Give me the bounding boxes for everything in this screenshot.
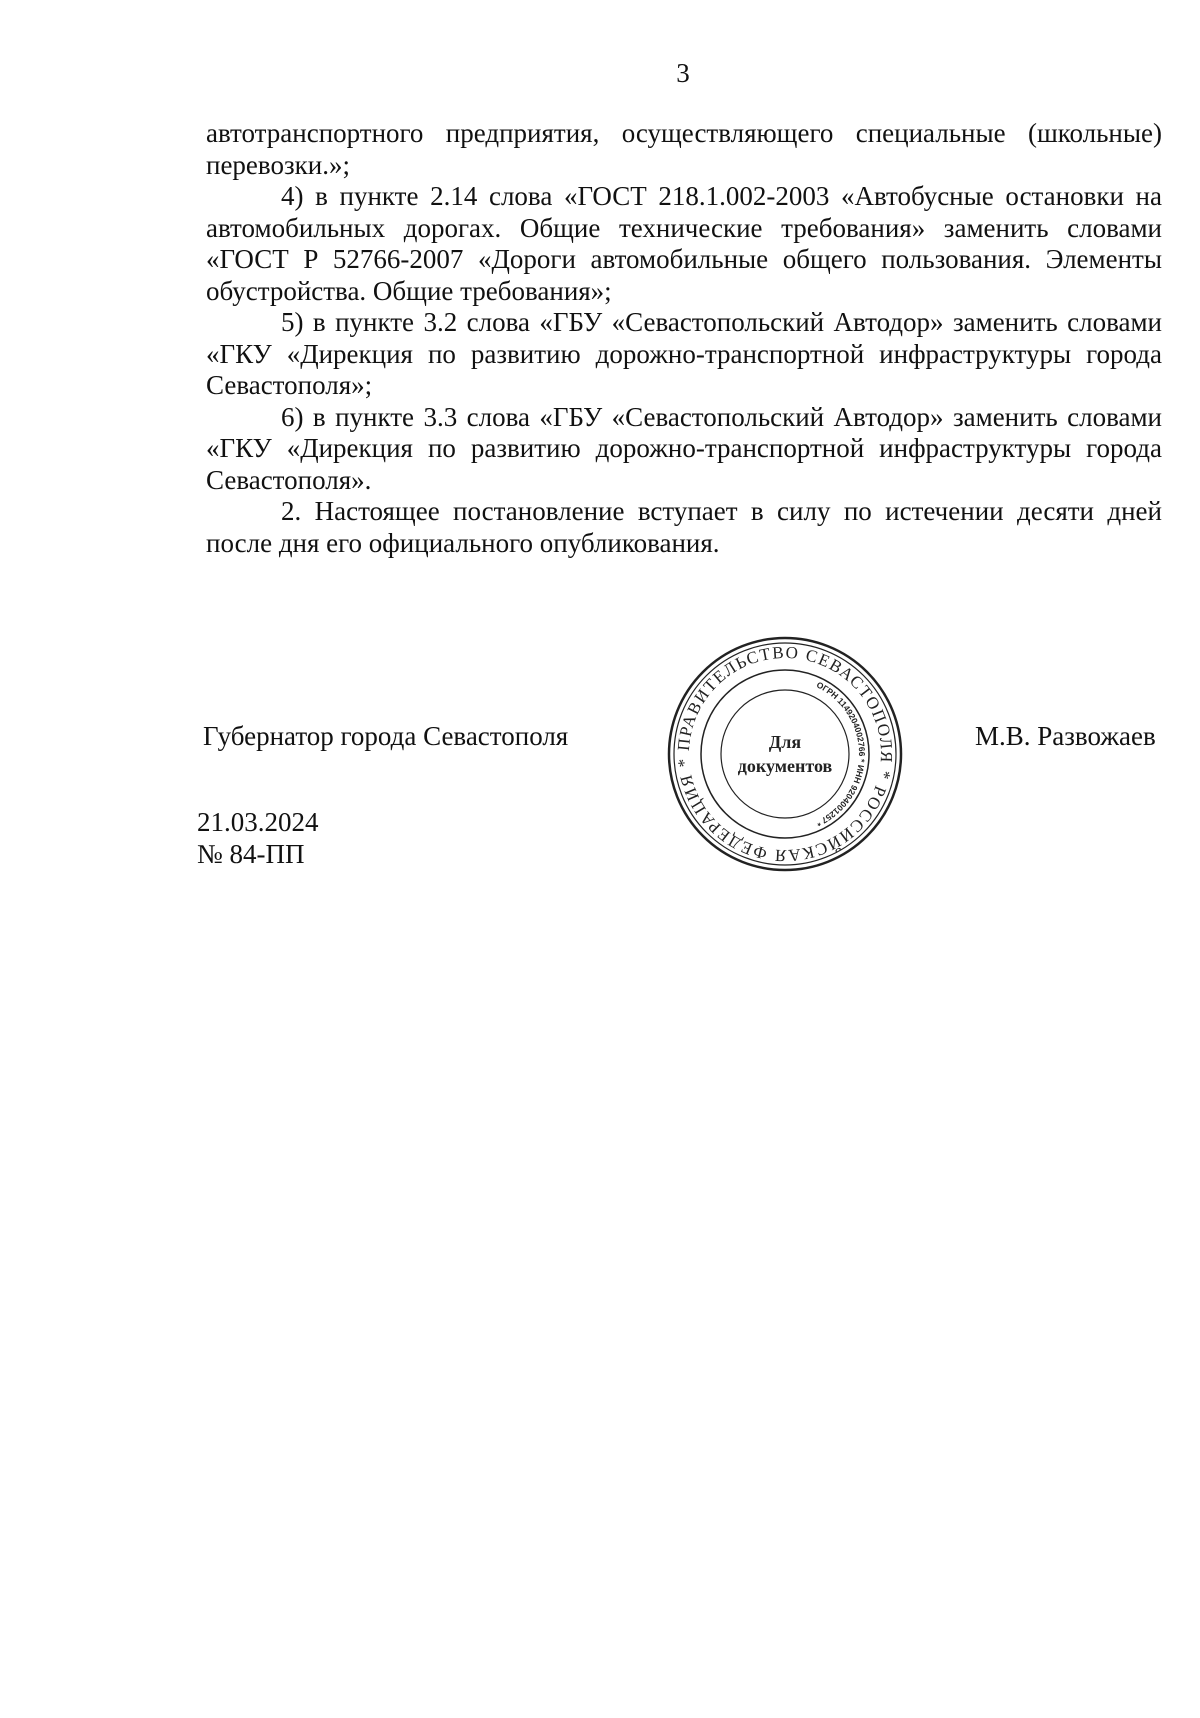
document-body bbox=[206, 118, 1162, 559]
official-seal bbox=[665, 634, 905, 874]
document-date-number bbox=[197, 806, 319, 870]
paragraph-item-5: 5) в пункте 3.2 слова «ГБУ «Севастопольский Автодор» заменить словами «ГКУ «Дирекция по развитию дорожно-транспортной инфраструктуры города Севастополя»; bbox=[206, 307, 1162, 400]
paragraph-item-6: 6) в пункте 3.3 слова «ГБУ «Севастопольский Автодор» заменить словами «ГКУ «Дирекция по развитию дорожно-транспортной инфраструктуры города Севастополя». bbox=[206, 401, 1162, 495]
svg-text:ПРАВИТЕЛЬСТВО СЕВАСТОПОЛЯ * РО: ПРАВИТЕЛЬСТВО СЕВАСТОПОЛЯ * РОССИЙСКАЯ ФЕДЕРАЦИЯ * bbox=[673, 642, 897, 866]
svg-text:документов: документов bbox=[737, 756, 833, 776]
document-number: № 84-ПП bbox=[197, 839, 305, 869]
svg-text:Для: Для bbox=[768, 732, 802, 752]
paragraph-continuation: автотранспортного предприятия, осуществляющего специальные (школьные) перевозки.»; bbox=[206, 118, 1162, 180]
paragraph-effective-date: 2. Настоящее постановление вступает в силу по истечении десяти дней после дня его официального опубликования. bbox=[206, 496, 1162, 558]
signatory-title: Губернатор города Севастополя bbox=[203, 721, 569, 751]
signatory-name: М.В. Развожаев bbox=[975, 721, 1156, 751]
page-number: 3 bbox=[676, 58, 690, 88]
paragraph-item-4: 4) в пункте 2.14 слова «ГОСТ 218.1.002-2003 «Автобусные остановки на автомобильных дорогах. Общие технические требования» заменить словами «ГОСТ Р 52766-2007 «Дороги автомобильные общего пользования. Элементы обустройства. Общие требования»; bbox=[206, 181, 1162, 306]
document-date: 21.03.2024 bbox=[197, 807, 319, 837]
seal-graphic bbox=[665, 634, 905, 874]
svg-text:ОГРН 1149204002766 * ИНН 92040: ОГРН 1149204002766 * ИНН 9204001257 * bbox=[814, 679, 868, 829]
